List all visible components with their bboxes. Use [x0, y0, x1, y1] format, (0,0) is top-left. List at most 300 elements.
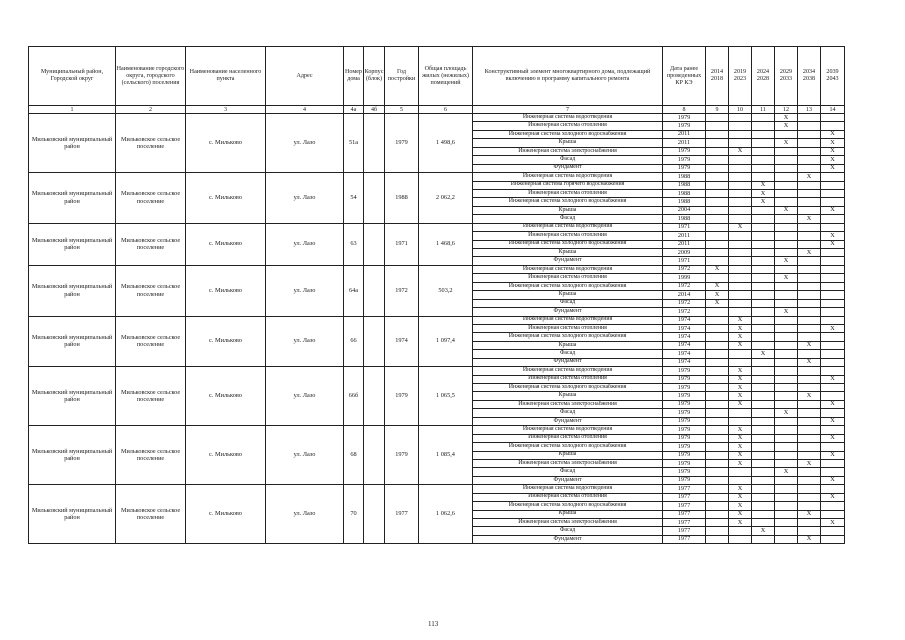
period-mark-cell: X: [798, 249, 821, 257]
header-total-area: Общая площадь жилых (нежилых) помещений: [419, 47, 473, 106]
period-mark-cell: X: [775, 257, 798, 265]
previous-repair-date-cell: 1971: [663, 223, 706, 231]
period-mark-cell: [706, 189, 729, 197]
period-mark-cell: [706, 519, 729, 527]
area-cell: 503,2: [419, 265, 473, 316]
previous-repair-date-cell: 1988: [663, 215, 706, 223]
period-mark-cell: X: [729, 459, 752, 467]
street-cell: ул. Лазо: [266, 485, 344, 544]
year-built-cell: 1979: [385, 426, 419, 485]
period-mark-cell: [752, 434, 775, 442]
period-mark-cell: X: [798, 215, 821, 223]
period-mark-cell: [821, 350, 845, 358]
period-mark-cell: [798, 316, 821, 324]
column-number: 11: [752, 106, 775, 114]
period-mark-cell: [798, 198, 821, 206]
previous-repair-date-cell: 1979: [663, 392, 706, 400]
period-mark-cell: [821, 215, 845, 223]
period-mark-cell: [821, 299, 845, 307]
period-mark-cell: [706, 384, 729, 392]
settlement-cell: Мильковское сельское поселение: [116, 485, 186, 544]
period-mark-cell: [752, 164, 775, 172]
period-mark-cell: X: [775, 274, 798, 282]
period-mark-cell: [798, 451, 821, 459]
period-mark-cell: X: [706, 282, 729, 290]
street-cell: ул. Лазо: [266, 367, 344, 426]
period-mark-cell: X: [798, 510, 821, 518]
structural-element-cell: Фундамент: [473, 358, 663, 366]
previous-repair-date-cell: 2011: [663, 139, 706, 147]
period-mark-cell: X: [775, 206, 798, 214]
period-mark-cell: [752, 240, 775, 248]
period-mark-cell: [775, 282, 798, 290]
previous-repair-date-cell: 1999: [663, 274, 706, 282]
period-mark-cell: [798, 375, 821, 383]
period-mark-cell: X: [821, 400, 845, 408]
structural-element-cell: Инженерная система холодного водоснабжения: [473, 384, 663, 392]
period-mark-cell: X: [798, 358, 821, 366]
previous-repair-date-cell: 2009: [663, 249, 706, 257]
period-mark-cell: X: [729, 519, 752, 527]
header-period: 2029 2033: [775, 47, 798, 106]
period-mark-cell: [706, 316, 729, 324]
building-block-cell: [364, 265, 385, 316]
period-mark-cell: [821, 223, 845, 231]
previous-repair-date-cell: 1974: [663, 358, 706, 366]
period-mark-cell: [752, 468, 775, 476]
previous-repair-date-cell: 1974: [663, 341, 706, 349]
period-mark-cell: X: [775, 139, 798, 147]
period-mark-cell: X: [821, 519, 845, 527]
period-mark-cell: [821, 265, 845, 273]
header-locality: Наименование населенного пункта: [186, 47, 266, 106]
period-mark-cell: [775, 223, 798, 231]
period-mark-cell: [752, 333, 775, 341]
period-mark-cell: [752, 476, 775, 484]
period-mark-cell: [775, 350, 798, 358]
period-mark-cell: X: [821, 156, 845, 164]
period-mark-cell: [729, 198, 752, 206]
period-mark-cell: [775, 164, 798, 172]
column-number-row: [29, 106, 845, 114]
period-mark-cell: [821, 510, 845, 518]
period-mark-cell: [821, 502, 845, 510]
header-house-number: Номер дома: [344, 47, 364, 106]
period-mark-cell: [729, 139, 752, 147]
column-number: 5: [385, 106, 419, 114]
previous-repair-date-cell: 1972: [663, 308, 706, 316]
period-mark-cell: [775, 519, 798, 527]
column-number: 2: [116, 106, 186, 114]
structural-element-cell: Инженерная система отопления: [473, 122, 663, 130]
column-number: 6: [419, 106, 473, 114]
period-mark-cell: [798, 265, 821, 273]
period-mark-cell: X: [821, 434, 845, 442]
period-mark-cell: [752, 384, 775, 392]
period-mark-cell: [798, 434, 821, 442]
period-mark-cell: [706, 139, 729, 147]
period-mark-cell: X: [729, 426, 752, 434]
district-cell: Мильковский муниципальный район: [29, 223, 116, 265]
structural-element-cell: Фасад: [473, 350, 663, 358]
period-mark-cell: [706, 206, 729, 214]
period-mark-cell: X: [798, 173, 821, 181]
period-mark-cell: X: [775, 122, 798, 130]
period-mark-cell: X: [752, 198, 775, 206]
house-group: [29, 367, 845, 426]
period-mark-cell: X: [821, 451, 845, 459]
period-mark-cell: [752, 232, 775, 240]
street-cell: ул. Лазо: [266, 426, 344, 485]
header-settlement: Наименование городского округа, городского (сельского) поселения: [116, 47, 186, 106]
structural-element-cell: Крыша: [473, 139, 663, 147]
header-period: 2024 2028: [752, 47, 775, 106]
period-mark-cell: [798, 122, 821, 130]
period-mark-cell: [821, 189, 845, 197]
period-mark-cell: X: [752, 350, 775, 358]
previous-repair-date-cell: 1979: [663, 384, 706, 392]
period-mark-cell: [706, 476, 729, 484]
previous-repair-date-cell: 1972: [663, 299, 706, 307]
previous-repair-date-cell: 1979: [663, 122, 706, 130]
period-mark-cell: [775, 476, 798, 484]
repair-program-table: [28, 46, 845, 544]
period-mark-cell: [798, 400, 821, 408]
period-mark-cell: [706, 485, 729, 493]
period-mark-cell: [775, 535, 798, 543]
period-mark-cell: [798, 257, 821, 265]
period-mark-cell: [775, 198, 798, 206]
structural-element-cell: Инженерная система холодного водоснабжения: [473, 333, 663, 341]
period-mark-cell: X: [821, 139, 845, 147]
period-mark-cell: [706, 341, 729, 349]
house-number-cell: 68: [344, 426, 364, 485]
structural-element-cell: Фундамент: [473, 417, 663, 425]
previous-repair-date-cell: 1974: [663, 333, 706, 341]
period-mark-cell: [729, 299, 752, 307]
previous-repair-date-cell: 1977: [663, 493, 706, 501]
building-block-cell: [364, 223, 385, 265]
structural-element-cell: Инженерная система водоотведения: [473, 223, 663, 231]
period-mark-cell: [798, 367, 821, 375]
period-mark-cell: [752, 122, 775, 130]
period-mark-cell: X: [752, 189, 775, 197]
house-group: [29, 485, 845, 544]
structural-element-cell: Крыша: [473, 341, 663, 349]
structural-element-cell: Фундамент: [473, 257, 663, 265]
column-number: 9: [706, 106, 729, 114]
column-number: 12: [775, 106, 798, 114]
structural-element-cell: Инженерная система водоотведения: [473, 426, 663, 434]
period-mark-cell: [798, 384, 821, 392]
period-mark-cell: [775, 181, 798, 189]
period-mark-cell: [706, 223, 729, 231]
previous-repair-date-cell: 1977: [663, 535, 706, 543]
period-mark-cell: [706, 527, 729, 535]
previous-repair-date-cell: 1979: [663, 147, 706, 155]
period-mark-cell: [752, 375, 775, 383]
period-mark-cell: [752, 156, 775, 164]
period-mark-cell: [729, 527, 752, 535]
period-mark-cell: [729, 265, 752, 273]
period-mark-cell: [798, 164, 821, 172]
period-mark-cell: X: [729, 451, 752, 459]
period-mark-cell: X: [706, 291, 729, 299]
area-cell: 1 468,6: [419, 223, 473, 265]
settlement-cell: Мильковское сельское поселение: [116, 173, 186, 224]
period-mark-cell: [752, 139, 775, 147]
period-mark-cell: [706, 400, 729, 408]
structural-element-cell: Инженерная система холодного водоснабжения: [473, 198, 663, 206]
period-mark-cell: [798, 130, 821, 138]
period-mark-cell: [821, 122, 845, 130]
period-mark-cell: [775, 375, 798, 383]
previous-repair-date-cell: 1979: [663, 459, 706, 467]
period-mark-cell: [775, 392, 798, 400]
street-cell: ул. Лазо: [266, 316, 344, 367]
building-block-cell: [364, 316, 385, 367]
period-mark-cell: [706, 375, 729, 383]
building-block-cell: [364, 114, 385, 173]
year-built-cell: 1977: [385, 485, 419, 544]
structural-element-cell: Инженерная система водоотведения: [473, 173, 663, 181]
period-mark-cell: [752, 502, 775, 510]
period-mark-cell: [752, 274, 775, 282]
structural-element-cell: Крыша: [473, 249, 663, 257]
period-mark-cell: X: [821, 476, 845, 484]
period-mark-cell: [706, 426, 729, 434]
period-mark-cell: [821, 426, 845, 434]
year-built-cell: 1972: [385, 265, 419, 316]
period-mark-cell: [706, 324, 729, 332]
locality-cell: с. Мильково: [186, 223, 266, 265]
period-mark-cell: [706, 274, 729, 282]
period-mark-cell: [752, 443, 775, 451]
district-cell: Мильковский муниципальный район: [29, 316, 116, 367]
structural-element-cell: Инженерная система отопления: [473, 189, 663, 197]
structural-element-cell: Фундамент: [473, 308, 663, 316]
street-cell: ул. Лазо: [266, 265, 344, 316]
house-number-cell: 66: [344, 316, 364, 367]
structural-element-cell: Фундамент: [473, 476, 663, 484]
house-number-cell: 54: [344, 173, 364, 224]
period-mark-cell: [775, 451, 798, 459]
period-mark-cell: [752, 400, 775, 408]
period-mark-cell: X: [729, 392, 752, 400]
period-mark-cell: [706, 358, 729, 366]
period-mark-cell: [752, 282, 775, 290]
period-mark-cell: [821, 198, 845, 206]
structural-element-cell: Инженерная система водоотведения: [473, 265, 663, 273]
previous-repair-date-cell: 1979: [663, 476, 706, 484]
settlement-cell: Мильковское сельское поселение: [116, 265, 186, 316]
period-mark-cell: [729, 417, 752, 425]
building-block-cell: [364, 426, 385, 485]
period-mark-cell: [821, 282, 845, 290]
period-mark-cell: [706, 417, 729, 425]
previous-repair-date-cell: 1971: [663, 257, 706, 265]
locality-cell: с. Мильково: [186, 367, 266, 426]
period-mark-cell: [775, 443, 798, 451]
structural-element-cell: Инженерная система холодного водоснабжения: [473, 502, 663, 510]
district-cell: Мильковский муниципальный район: [29, 485, 116, 544]
period-mark-cell: [706, 181, 729, 189]
period-mark-cell: X: [798, 392, 821, 400]
period-mark-cell: [706, 493, 729, 501]
period-mark-cell: [706, 468, 729, 476]
period-mark-cell: [798, 274, 821, 282]
period-mark-cell: [798, 181, 821, 189]
previous-repair-date-cell: 1988: [663, 189, 706, 197]
period-mark-cell: X: [706, 265, 729, 273]
previous-repair-date-cell: 1979: [663, 443, 706, 451]
structural-element-cell: Инженерная система отопления: [473, 232, 663, 240]
period-mark-cell: [729, 308, 752, 316]
building-block-cell: [364, 367, 385, 426]
area-cell: 1 085,4: [419, 426, 473, 485]
street-cell: ул. Лазо: [266, 223, 344, 265]
house-group: [29, 426, 845, 485]
house-number-cell: 63: [344, 223, 364, 265]
column-number: 14: [821, 106, 845, 114]
period-mark-cell: X: [729, 502, 752, 510]
area-cell: 1 062,6: [419, 485, 473, 544]
house-group: [29, 173, 845, 224]
period-mark-cell: X: [798, 459, 821, 467]
period-mark-cell: X: [729, 384, 752, 392]
column-number: 13: [798, 106, 821, 114]
period-mark-cell: [729, 350, 752, 358]
period-mark-cell: [775, 156, 798, 164]
structural-element-cell: Фасад: [473, 156, 663, 164]
structural-element-cell: Крыша: [473, 291, 663, 299]
previous-repair-date-cell: 1977: [663, 519, 706, 527]
structural-element-cell: Инженерная система водоотведения: [473, 367, 663, 375]
structural-element-cell: Инженерная система отопления: [473, 324, 663, 332]
period-mark-cell: [821, 485, 845, 493]
previous-repair-date-cell: 2004: [663, 206, 706, 214]
previous-repair-date-cell: 1979: [663, 164, 706, 172]
period-mark-cell: X: [821, 232, 845, 240]
period-mark-cell: [752, 451, 775, 459]
period-mark-cell: [798, 417, 821, 425]
period-mark-cell: X: [729, 333, 752, 341]
period-mark-cell: [752, 426, 775, 434]
period-mark-cell: [821, 114, 845, 122]
period-mark-cell: [798, 139, 821, 147]
previous-repair-date-cell: 1979: [663, 375, 706, 383]
district-cell: Мильковский муниципальный район: [29, 265, 116, 316]
period-mark-cell: X: [729, 510, 752, 518]
structural-element-cell: Инженерная система отопления: [473, 274, 663, 282]
period-mark-cell: X: [821, 240, 845, 248]
period-mark-cell: [821, 291, 845, 299]
period-mark-cell: [775, 417, 798, 425]
period-mark-cell: [775, 189, 798, 197]
period-mark-cell: [752, 519, 775, 527]
structural-element-cell: Инженерная система водоотведения: [473, 114, 663, 122]
period-mark-cell: [706, 443, 729, 451]
previous-repair-date-cell: 1972: [663, 265, 706, 273]
period-mark-cell: [821, 392, 845, 400]
period-mark-cell: [752, 173, 775, 181]
structural-element-cell: Крыша: [473, 510, 663, 518]
period-mark-cell: X: [729, 316, 752, 324]
period-mark-cell: [752, 291, 775, 299]
header-structural-element: Конструктивный элемент многоквартирного дома, подлежащий включению в программу капитального ремонта: [473, 47, 663, 106]
period-mark-cell: [798, 476, 821, 484]
period-mark-cell: [798, 156, 821, 164]
header-previous-repair-date: Дата ранее проведенных КР КЭ: [663, 47, 706, 106]
structural-element-cell: Инженерная система электроснабжения: [473, 519, 663, 527]
period-mark-cell: X: [752, 527, 775, 535]
period-mark-cell: [706, 451, 729, 459]
structural-element-cell: Фасад: [473, 468, 663, 476]
period-mark-cell: [729, 189, 752, 197]
period-mark-cell: [798, 232, 821, 240]
period-mark-cell: [798, 485, 821, 493]
structural-element-cell: Инженерная система электроснабжения: [473, 400, 663, 408]
period-mark-cell: [775, 130, 798, 138]
house-number-cell: 66б: [344, 367, 364, 426]
period-mark-cell: [706, 350, 729, 358]
house-group: [29, 114, 845, 173]
period-mark-cell: [706, 122, 729, 130]
period-mark-cell: [775, 384, 798, 392]
previous-repair-date-cell: 1972: [663, 282, 706, 290]
structural-element-cell: Крыша: [473, 451, 663, 459]
period-mark-cell: [821, 358, 845, 366]
period-mark-cell: [798, 519, 821, 527]
table-row: [29, 367, 845, 375]
period-mark-cell: [706, 392, 729, 400]
settlement-cell: Мильковское сельское поселение: [116, 426, 186, 485]
locality-cell: с. Мильково: [186, 485, 266, 544]
previous-repair-date-cell: 1979: [663, 451, 706, 459]
period-mark-cell: [752, 493, 775, 501]
period-mark-cell: [706, 249, 729, 257]
previous-repair-date-cell: 1974: [663, 350, 706, 358]
structural-element-cell: Фасад: [473, 299, 663, 307]
table-row: [29, 265, 845, 273]
previous-repair-date-cell: 2011: [663, 232, 706, 240]
previous-repair-date-cell: 1977: [663, 510, 706, 518]
house-group: [29, 265, 845, 316]
year-built-cell: 1979: [385, 114, 419, 173]
period-mark-cell: [775, 485, 798, 493]
period-mark-cell: [706, 409, 729, 417]
period-mark-cell: [729, 535, 752, 543]
structural-element-cell: Инженерная система горячего водоснабжения: [473, 181, 663, 189]
period-mark-cell: [821, 367, 845, 375]
period-mark-cell: [775, 333, 798, 341]
period-mark-cell: X: [729, 400, 752, 408]
period-mark-cell: [729, 215, 752, 223]
period-mark-cell: [821, 181, 845, 189]
previous-repair-date-cell: 1979: [663, 367, 706, 375]
period-mark-cell: [798, 527, 821, 535]
structural-element-cell: Инженерная система холодного водоснабжения: [473, 282, 663, 290]
period-mark-cell: [798, 443, 821, 451]
column-number: 7: [473, 106, 663, 114]
period-mark-cell: [729, 257, 752, 265]
period-mark-cell: [706, 510, 729, 518]
period-mark-cell: [729, 468, 752, 476]
period-mark-cell: [798, 299, 821, 307]
previous-repair-date-cell: 1979: [663, 417, 706, 425]
page-number: 113: [428, 620, 439, 628]
period-mark-cell: [821, 535, 845, 543]
